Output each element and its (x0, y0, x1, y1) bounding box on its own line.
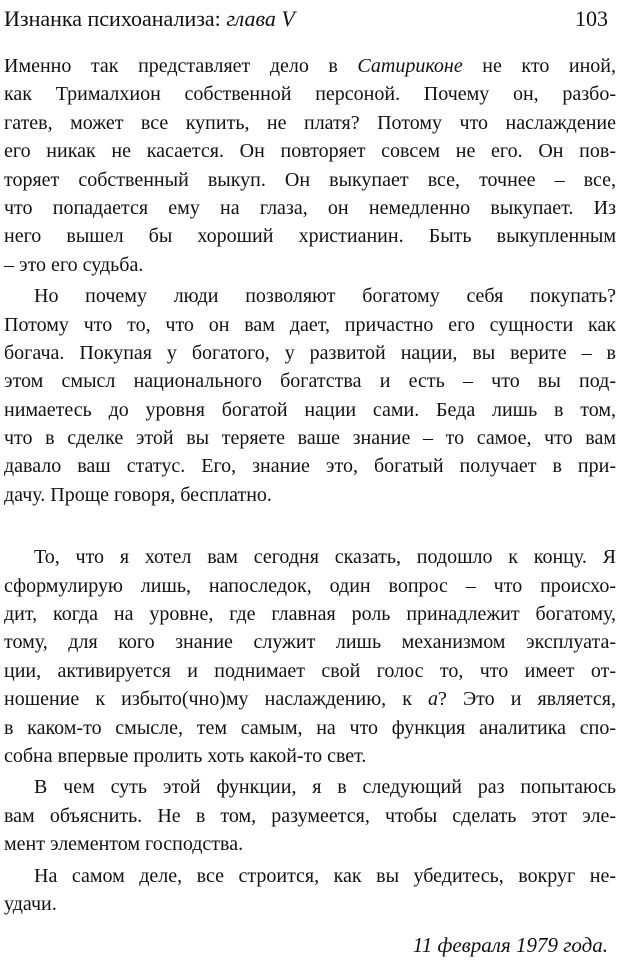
text-line: как Трималхион собственной персоной. Почему он, разбо- (4, 83, 616, 106)
text-line: собна впервые пролить хоть какой-то свет. (4, 744, 367, 767)
text-line: Именно так представляет дело в Сатириконе не кто иной, (4, 55, 616, 77)
text-line: нимаетесь до уровня богатой нации сами. Беда лишь в том, (4, 398, 616, 421)
book-title: Сатириконе (357, 55, 463, 77)
text-line: него вышел бы хороший христианин. Быть выкупленным (4, 225, 616, 248)
paragraph-1 (4, 52, 616, 279)
text-line: Потому что то, что он вам дает, причастно его сущности как (4, 313, 616, 336)
text-line: Но почему люди позволяют богатому себя покупать? (34, 285, 616, 308)
body-text (4, 52, 616, 918)
paragraph-4 (4, 773, 616, 858)
text-line: тому, для кого знание служит лишь механизмом эксплуата- (4, 631, 616, 654)
text-line: его никак не касается. Он повторяет совсем не его. Он пов- (4, 140, 616, 163)
text-line: дачу. Проще говоря, бесплатно. (4, 483, 272, 506)
text-line: ции, активируется и поднимает свой голос то, что имеет от- (4, 659, 616, 682)
text-line: То, что я хотел вам сегодня сказать, подошло к концу. Я (34, 546, 616, 569)
page-header (4, 4, 608, 34)
text-line: что в сделке этой вы теряете ваше знание – то самое, что вам (4, 427, 616, 450)
text-line: ношение к избыто(чно)му наслаждению, к а? Это и является, (4, 688, 616, 711)
text-line: – это его судьба. (4, 253, 144, 276)
paragraph-5 (4, 862, 616, 919)
text-line: что попадается ему на глаза, он немедленно выкупает. Из (4, 196, 616, 219)
text-line: в каком-то смысле, тем самым, на что функция аналитика спо- (4, 716, 616, 739)
text-line: торяет собственный выкуп. Он выкупает все, точнее – все, (4, 168, 616, 191)
text-line: дит, когда на уровне, где главная роль принадлежит богатому, (4, 603, 616, 626)
text-line: богача. Покупая у богатого, у развитой нации, вы верите – в (4, 341, 616, 364)
paragraph-2 (4, 282, 616, 509)
text-line: На самом деле, все строится, как вы убедитесь, вокруг не- (34, 864, 616, 887)
text-line: давало ваш статус. Его, знание это, богатый получает в при- (4, 455, 616, 478)
page-number: 103 (575, 6, 608, 31)
text-line: сформулирую лишь, напоследок, один вопрос – что происхо- (4, 574, 616, 597)
text-line: В чем суть этой функции, я в следующий раз попытаюсь (34, 776, 616, 799)
text-line: мент элементом господства. (4, 833, 244, 856)
chapter-label: глава V (226, 6, 295, 31)
running-head: Изнанка психоанализа: глава V (4, 6, 295, 31)
object-a: а (428, 688, 439, 711)
text-line: этом смысл национального богатства и есть – что вы под- (4, 370, 616, 393)
paragraph-3 (4, 543, 616, 770)
lecture-date: 11 февраля 1979 года. (412, 933, 608, 957)
text-line: удачи. (4, 892, 57, 915)
text-line: вам объяснить. Не в том, разумеется, чтобы сделать этот эле- (4, 804, 616, 827)
text-line: гатев, может все купить, не платя? Потому что наслаждение (4, 111, 616, 134)
